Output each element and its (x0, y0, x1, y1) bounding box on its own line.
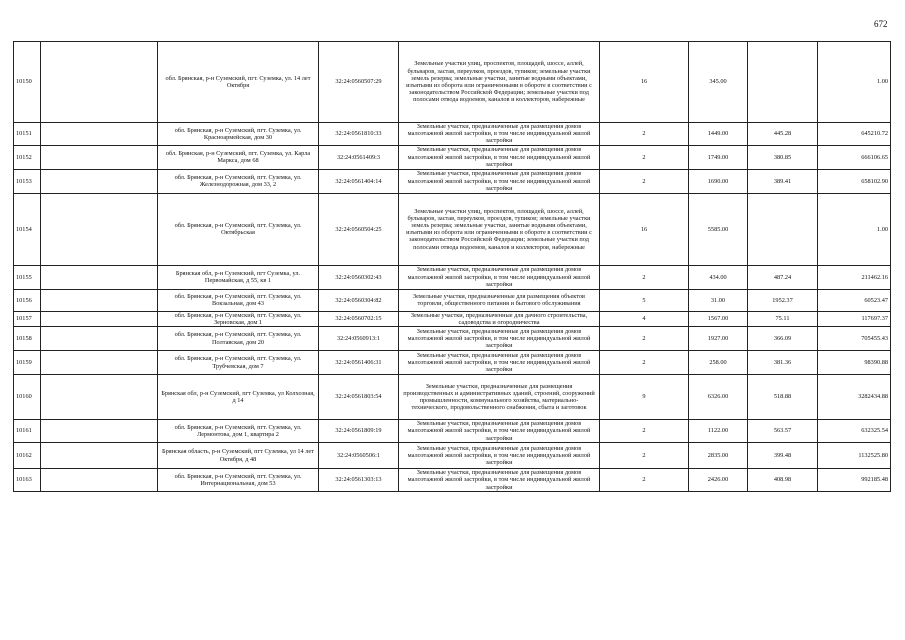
cadastral-number-cell: 32:24:0561810:33 (319, 123, 399, 146)
row-number: 10158 (14, 327, 41, 351)
row-number: 10153 (14, 169, 41, 193)
cadastral-number-cell: 32:24:0560702:15 (319, 311, 399, 326)
cadastral-value-cell: 705455.43 (818, 327, 891, 351)
cadastral-value-cell: 117697.37 (818, 311, 891, 326)
cadastral-value-cell: 60523.47 (818, 289, 891, 311)
cadastral-number-cell: 32:24:0561303:13 (319, 469, 399, 492)
row-number: 10161 (14, 420, 41, 443)
unit-price-cell (748, 193, 818, 265)
empty-cell (41, 327, 158, 351)
cadastral-number-cell: 32:24:0560504:25 (319, 193, 399, 265)
category-cell: 2 (600, 327, 689, 351)
empty-cell (41, 193, 158, 265)
land-use-cell: Земельные участки улиц, проспектов, площадей, шоссе, аллей, бульваров, застав, переулков, проездов, тупиков; земельные участки земель резерва; земельные участки, занятые водными объектами, изъятыми из оборота или ограниченными в обороте в соответствии с законодательством Российской Федерации; земельные участки под полосами отвода водоемов, каналов и коллекторов, набережные (399, 193, 600, 265)
land-use-cell: Земельные участки, предназначенные для размещения домов малоэтажной жилой застройки, в том числе индивидуальной жилой застройки (399, 123, 600, 146)
cadastral-number-cell: 32:24:0560507:29 (319, 42, 399, 123)
area-cell: 6326.00 (689, 375, 748, 420)
area-cell: 2835.00 (689, 443, 748, 469)
unit-price-cell: 408.98 (748, 469, 818, 492)
address-cell: обл. Брянская, р-н Суземский, пгт. Суземка, ул. Интернациональная, дом 53 (158, 469, 319, 492)
unit-price-cell: 389.41 (748, 169, 818, 193)
table-row (14, 265, 891, 289)
empty-cell (41, 169, 158, 193)
category-cell: 2 (600, 469, 689, 492)
unit-price-cell: 75.11 (748, 311, 818, 326)
table-row (14, 145, 891, 169)
cadastral-value-cell: 1.00 (818, 193, 891, 265)
area-cell: 345.00 (689, 42, 748, 123)
cadastral-value-cell: 992185.48 (818, 469, 891, 492)
cadastral-value-cell: 211462.16 (818, 265, 891, 289)
empty-cell (41, 42, 158, 123)
empty-cell (41, 289, 158, 311)
table-row (14, 443, 891, 469)
address-cell: обл. Брянская, р-н Суземский, пгт. Суземка, ул. Октябрьская (158, 193, 319, 265)
unit-price-cell: 487.24 (748, 265, 818, 289)
empty-cell (41, 265, 158, 289)
category-cell: 16 (600, 193, 689, 265)
table-row (14, 289, 891, 311)
address-cell: обл. Брянская, р-н Суземский, пгт. Суземка, ул. Железнодорожная, дом 33, 2 (158, 169, 319, 193)
cadastral-value-cell: 658102.90 (818, 169, 891, 193)
land-registry-table (13, 41, 891, 492)
address-cell: обл. Брянская, р-н Суземский, пгт. Суземка, ул. Красноармейская, дом 30 (158, 123, 319, 146)
row-number: 10162 (14, 443, 41, 469)
land-use-cell: Земельные участки улиц, проспектов, площадей, шоссе, аллей, бульваров, застав, переулков, проездов, тупиков; земельные участки земель резерва; земельные участки, занятые водными объектами, изъятыми из оборота или ограниченными в обороте в соответствии с законодательством Российской Федерации; земельные участки под полосами отвода водоемов, каналов и коллекторов, набережные (399, 42, 600, 123)
land-use-cell: Земельные участки, предназначенные для размещения домов малоэтажной жилой застройки, в том числе индивидуальной жилой застройки (399, 469, 600, 492)
category-cell: 9 (600, 375, 689, 420)
cadastral-number-cell: 32:24:0561404:14 (319, 169, 399, 193)
cadastral-number-cell: 32:24:0561406:31 (319, 351, 399, 375)
address-cell: обл. Брянская, р-н Суземский, пгт. Суземка, ул. Полтавская, дом 20 (158, 327, 319, 351)
land-use-cell: Земельные участки, предназначенные для размещения домов малоэтажной жилой застройки, в том числе индивидуальной жилой застройки (399, 327, 600, 351)
area-cell: 31.00 (689, 289, 748, 311)
table-row (14, 375, 891, 420)
empty-cell (41, 311, 158, 326)
address-cell: обл. Брянская, р-н Суземский, пгт. Суземка, ул. Зерновская, дом 1 (158, 311, 319, 326)
empty-cell (41, 351, 158, 375)
land-use-cell: Земельные участки, предназначенные для размещения объектов торговли, общественного питания и бытового обслуживания (399, 289, 600, 311)
table-row (14, 123, 891, 146)
land-use-cell: Земельные участки, предназначенные для размещения домов малоэтажной жилой застройки, в том числе индивидуальной жилой застройки (399, 169, 600, 193)
category-cell: 16 (600, 42, 689, 123)
address-cell: Брянская обл, р-н Суземский, пгт Суземка, ул. Первомайская, д 55, кв 1 (158, 265, 319, 289)
area-cell: 2426.00 (689, 469, 748, 492)
unit-price-cell: 399.48 (748, 443, 818, 469)
area-cell: 1690.00 (689, 169, 748, 193)
empty-cell (41, 145, 158, 169)
row-number: 10155 (14, 265, 41, 289)
cadastral-number-cell: 32:24:0561409:3 (319, 145, 399, 169)
address-cell: обл. Брянская, р-н Суземский, пгт. Суземка, ул. Трубчевская, дом 7 (158, 351, 319, 375)
row-number: 10159 (14, 351, 41, 375)
land-use-cell: Земельные участки, предназначенные для размещения домов малоэтажной жилой застройки, в том числе индивидуальной жилой застройки (399, 443, 600, 469)
row-number: 10154 (14, 193, 41, 265)
category-cell: 2 (600, 123, 689, 146)
cadastral-value-cell: 632325.54 (818, 420, 891, 443)
table-row (14, 193, 891, 265)
area-cell: 1449.00 (689, 123, 748, 146)
category-cell: 2 (600, 145, 689, 169)
address-cell: обл. Брянская, р-н Суземский, пгт. Суземка, ул. Лермонтова, дом 1, квартира 2 (158, 420, 319, 443)
unit-price-cell: 366.09 (748, 327, 818, 351)
unit-price-cell (748, 42, 818, 123)
unit-price-cell: 563.57 (748, 420, 818, 443)
cadastral-number-cell: 32:24:0560913:1 (319, 327, 399, 351)
cadastral-number-cell: 32:24:0561809:19 (319, 420, 399, 443)
row-number: 10152 (14, 145, 41, 169)
cadastral-number-cell: 32:24:0560302:43 (319, 265, 399, 289)
empty-cell (41, 420, 158, 443)
table-row (14, 351, 891, 375)
unit-price-cell: 1952.37 (748, 289, 818, 311)
land-use-cell: Земельные участки, предназначенные для размещения домов малоэтажной жилой застройки, в том числе индивидуальной жилой застройки (399, 420, 600, 443)
cadastral-value-cell: 666106.65 (818, 145, 891, 169)
cadastral-value-cell: 98390.88 (818, 351, 891, 375)
row-number: 10163 (14, 469, 41, 492)
land-use-cell: Земельные участки, предназначенные для размещения домов малоэтажной жилой застройки, в том числе индивидуальной жилой застройки (399, 265, 600, 289)
cadastral-value-cell: 1.00 (818, 42, 891, 123)
area-cell: 1122.00 (689, 420, 748, 443)
table-row (14, 420, 891, 443)
category-cell: 5 (600, 289, 689, 311)
unit-price-cell: 381.36 (748, 351, 818, 375)
area-cell: 5585.00 (689, 193, 748, 265)
row-number: 10160 (14, 375, 41, 420)
cadastral-number-cell: 32:24:0561803:54 (319, 375, 399, 420)
land-use-cell: Земельные участки, предназначенные для размещения домов малоэтажной жилой застройки, в том числе индивидуальной жилой застройки (399, 351, 600, 375)
land-use-cell: Земельные участки, предназначенные для размещения домов малоэтажной жилой застройки, в том числе индивидуальной жилой застройки (399, 145, 600, 169)
area-cell: 1567.00 (689, 311, 748, 326)
unit-price-cell: 380.85 (748, 145, 818, 169)
area-cell: 1749.00 (689, 145, 748, 169)
address-cell: обл. Брянская, р-н Суземский, пгт. Суземка, ул. Карла Маркса, дом 68 (158, 145, 319, 169)
table-row (14, 327, 891, 351)
empty-cell (41, 469, 158, 492)
row-number: 10157 (14, 311, 41, 326)
empty-cell (41, 123, 158, 146)
cadastral-value-cell: 645210.72 (818, 123, 891, 146)
category-cell: 2 (600, 351, 689, 375)
empty-cell (41, 443, 158, 469)
empty-cell (41, 375, 158, 420)
category-cell: 2 (600, 443, 689, 469)
table-row (14, 469, 891, 492)
row-number: 10151 (14, 123, 41, 146)
table-row (14, 42, 891, 123)
table-row (14, 169, 891, 193)
cadastral-value-cell: 1132525.80 (818, 443, 891, 469)
page-number: 672 (874, 19, 888, 29)
area-cell: 1927.00 (689, 327, 748, 351)
address-cell: Брянская область, р-н Суземский, пгт Суземка, ул 14 лет Октября, д 48 (158, 443, 319, 469)
area-cell: 434.00 (689, 265, 748, 289)
category-cell: 2 (600, 420, 689, 443)
unit-price-cell: 518.88 (748, 375, 818, 420)
category-cell: 2 (600, 265, 689, 289)
cadastral-number-cell: 32:24:0560506:1 (319, 443, 399, 469)
address-cell: обл. Брянская, р-н Суземский, пгт. Суземка, ул. 14 лет Октября (158, 42, 319, 123)
category-cell: 2 (600, 169, 689, 193)
row-number: 10150 (14, 42, 41, 123)
table-row (14, 311, 891, 326)
cadastral-value-cell: 3282434.88 (818, 375, 891, 420)
cadastral-number-cell: 32:24:0560304:82 (319, 289, 399, 311)
address-cell: Брянская обл, р-н Суземский, пгт Суземка, ул Колхозная, д 14 (158, 375, 319, 420)
row-number: 10156 (14, 289, 41, 311)
category-cell: 4 (600, 311, 689, 326)
unit-price-cell: 445.28 (748, 123, 818, 146)
address-cell: обл. Брянская, р-н Суземский, пгт. Суземка, ул. Вокзальная, дом 43 (158, 289, 319, 311)
land-use-cell: Земельные участки, предназначенные для дачного строительства, садоводства и огородничества (399, 311, 600, 326)
area-cell: 258.00 (689, 351, 748, 375)
land-use-cell: Земельные участки, предназначенные для размещения производственных и административных зданий, строений, сооружений промышленности, коммунального хозяйства, материально-технического, продовольственного снабжения, сбыта и заготовок (399, 375, 600, 420)
